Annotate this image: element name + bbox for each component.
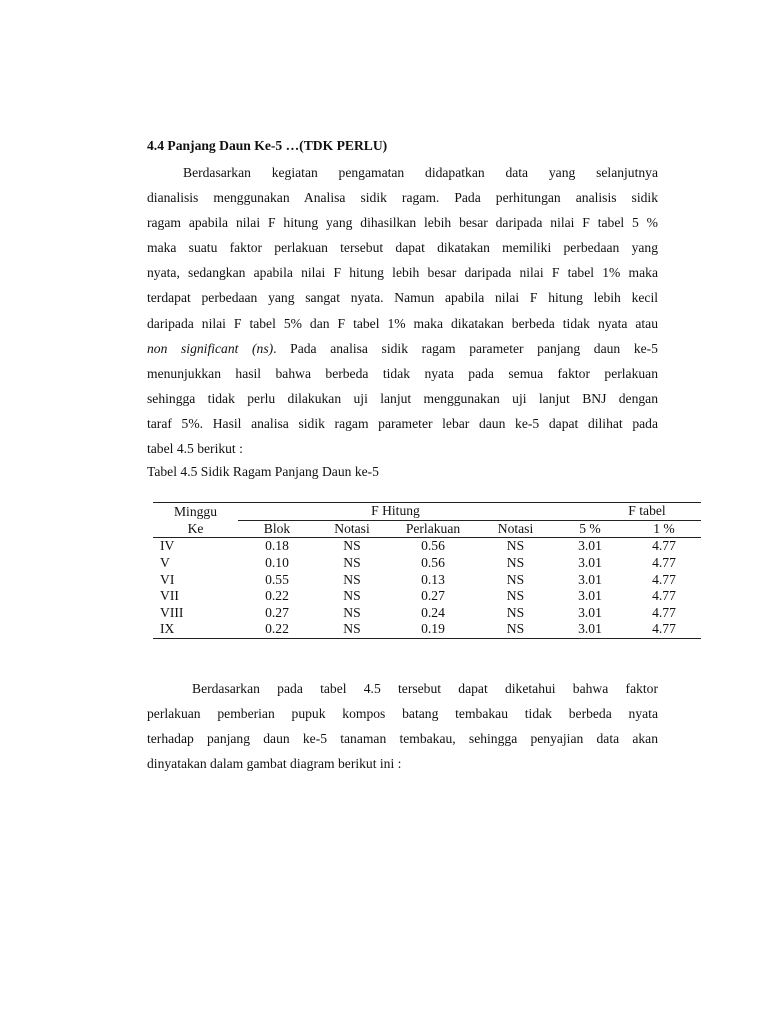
paragraph-line: daripada nilai F tabel 5% dan F tabel 1% maka dikatakan berbeda tidak nyata atau (147, 315, 658, 331)
header-col: Perlakuan (388, 520, 478, 538)
paragraph-line: ragam apabila nilai F hitung yang dihasilkan lebih besar daripada nilai F tabel 5 % (147, 215, 658, 231)
cell: 4.77 (652, 571, 676, 587)
paragraph-conclusion (147, 676, 658, 776)
cell: 4.77 (652, 588, 676, 604)
table-row (153, 538, 701, 555)
table-row (153, 555, 701, 572)
paragraph-line: Berdasarkan pada tabel 4.5 tersebut dapat diketahui bahwa faktor (192, 681, 658, 696)
header-f-tabel: F tabel (553, 503, 701, 521)
cell: 3.01 (578, 538, 602, 554)
cell: NS (343, 571, 361, 587)
header-minggu: Minggu (153, 503, 238, 521)
cell: NS (506, 588, 525, 604)
italic-term: non significant (ns) (147, 340, 274, 356)
paragraph-line: menunjukkan hasil bahwa berbeda tidak nyata pada semua faktor perlakuan (147, 365, 658, 381)
paragraph-intro (147, 160, 658, 461)
cell: 0.24 (421, 604, 445, 620)
cell-minggu: VII (160, 588, 179, 604)
table-row (153, 588, 701, 605)
cell: NS (316, 621, 388, 638)
table-body (153, 538, 701, 639)
cell: NS (343, 588, 361, 604)
paragraph-line: taraf 5%. Hasil analisa sidik ragam parameter lebar daun ke-5 dapat dilihat pada (147, 415, 658, 431)
header-col: Notasi (478, 520, 553, 538)
cell: NS (343, 538, 361, 554)
cell-minggu: VI (160, 571, 175, 587)
section-heading: 4.4 Panjang Daun Ke-5 …(TDK PERLU) (147, 138, 388, 153)
cell: NS (506, 555, 525, 571)
paragraph-line: sehingga tidak perlu dilakukan uji lanjut menggunakan uji lanjut BNJ dengan (147, 390, 658, 406)
header-f-hitung: F Hitung (238, 503, 553, 521)
paragraph-line-mixed (147, 336, 658, 361)
cell: NS (478, 621, 553, 638)
cell-minggu: IX (153, 621, 238, 638)
paragraph-line: Berdasarkan kegiatan pengamatan didapatkan data yang selanjutnya (183, 165, 658, 180)
table-row (153, 621, 701, 638)
header-col: 1 % (627, 520, 701, 538)
cell-minggu: VIII (160, 604, 184, 620)
cell: 3.01 (578, 604, 602, 620)
paragraph-line: terhadap panjang daun ke-5 tanaman tembakau, sehingga penyajian data akan (147, 731, 658, 747)
cell: 0.27 (265, 604, 289, 620)
table-caption: Tabel 4.5 Sidik Ragam Panjang Daun ke-5 (147, 464, 379, 479)
cell-minggu: IV (160, 538, 175, 554)
cell: NS (343, 555, 361, 571)
cell: 0.56 (421, 538, 445, 554)
cell: NS (343, 604, 361, 620)
cell: 4.77 (627, 621, 701, 638)
cell: 4.77 (652, 538, 676, 554)
cell-minggu: V (160, 555, 170, 571)
cell: 0.22 (238, 621, 316, 638)
table-row (153, 571, 701, 588)
cell: NS (506, 571, 525, 587)
paragraph-line: tabel 4.5 berikut : (147, 441, 243, 457)
paragraph-line: nyata, sedangkan apabila nilai F hitung lebih besar daripada nilai F tabel 1% maka (147, 265, 658, 281)
header-ke: Ke (153, 520, 238, 538)
cell: NS (506, 604, 525, 620)
cell: 0.10 (265, 555, 289, 571)
paragraph-text: . Pada analisa sidik ragam parameter panjang daun ke-5 (273, 340, 658, 356)
cell: 4.77 (652, 604, 676, 620)
header-col: Blok (238, 520, 316, 538)
paragraph-line: terdapat perbedaan yang sangat nyata. Namun apabila nilai F hitung lebih kecil (147, 290, 658, 306)
header-col: 5 % (553, 520, 627, 538)
cell: 3.01 (553, 621, 627, 638)
cell: 0.19 (388, 621, 478, 638)
header-col: Notasi (316, 520, 388, 538)
cell: NS (506, 538, 525, 554)
paragraph-line: maka suatu faktor perlakuan tersebut dapat dikatakan memiliki perbedaan yang (147, 240, 658, 256)
paragraph-line: dianalisis menggunakan Analisa sidik ragam. Pada perhitungan analisis sidik (147, 190, 658, 206)
cell: 3.01 (578, 571, 602, 587)
cell: 0.13 (421, 571, 445, 587)
cell: 0.56 (421, 555, 445, 571)
cell: 3.01 (578, 555, 602, 571)
cell: 3.01 (578, 588, 602, 604)
cell: 0.18 (265, 538, 289, 554)
anova-table (153, 502, 701, 639)
paragraph-line: dinyatakan dalam gambat diagram berikut ini : (147, 756, 402, 772)
cell: 0.27 (421, 588, 445, 604)
cell: 0.55 (265, 571, 289, 587)
table-row (153, 605, 701, 622)
paragraph-line: perlakuan pemberian pupuk kompos batang tembakau tidak berbeda nyata (147, 706, 658, 722)
cell: 0.22 (265, 588, 289, 604)
cell: 4.77 (652, 555, 676, 571)
